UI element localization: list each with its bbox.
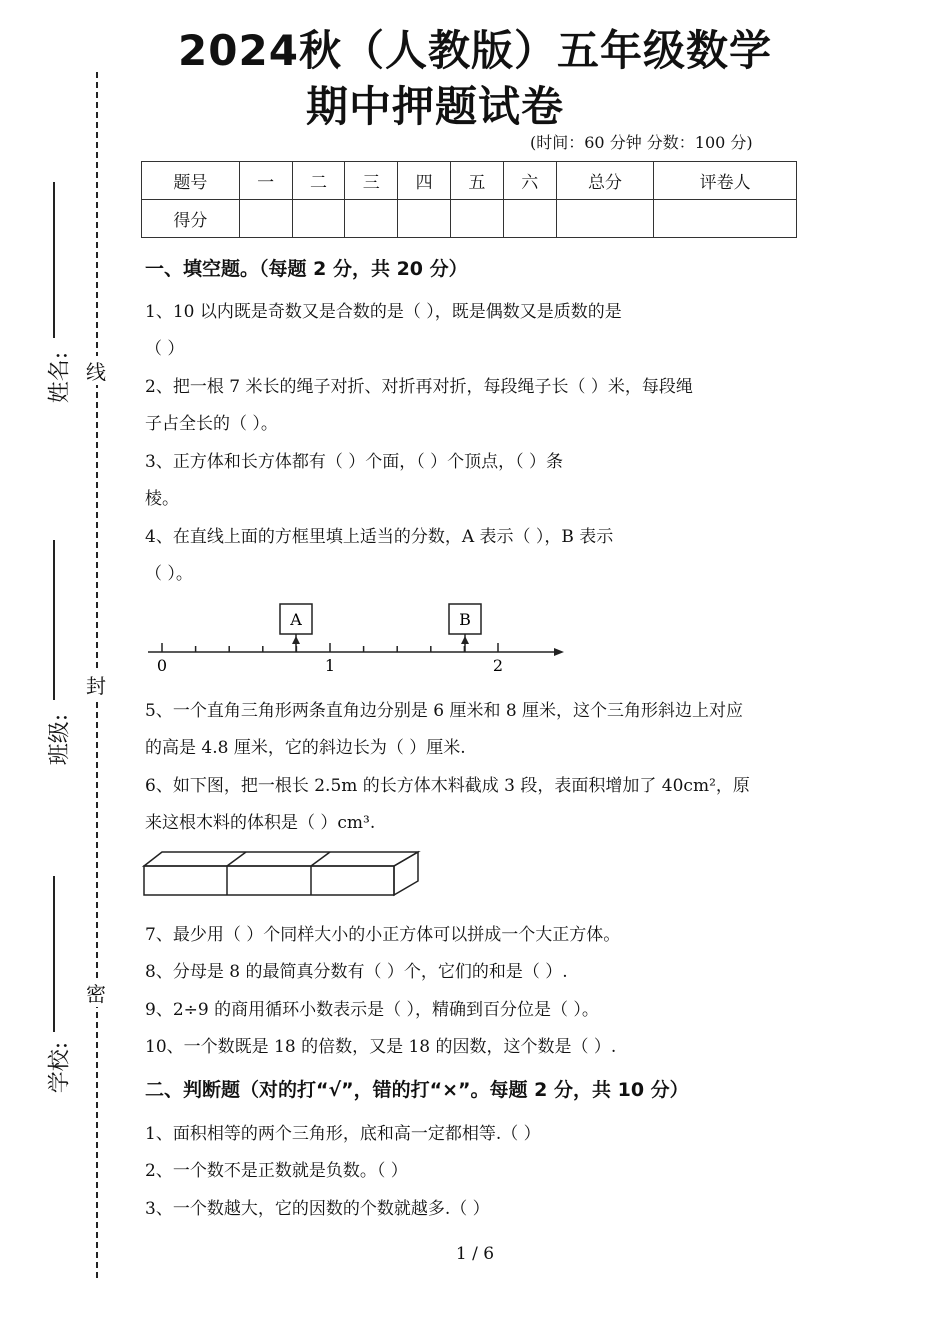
question-line: 3、正方体和长方体都有（ ）个面，（ ）个顶点，（ ）条 <box>145 452 564 472</box>
question-line: 棱。 <box>145 489 179 509</box>
score-cell[interactable] <box>398 200 451 238</box>
page-number: 1 / 6 <box>455 1244 495 1264</box>
question-line: 7、最少用（ ）个同样大小的小正方体可以拼成一个大正方体。 <box>145 925 621 945</box>
axis-arrow-icon <box>554 648 564 656</box>
table-header-cell: 一 <box>239 162 292 200</box>
score-cell[interactable] <box>239 200 292 238</box>
question-line: 4、在直线上面的方框里填上适当的分数，A 表示（ ），B 表示 <box>145 527 614 547</box>
section-2-title: 二、判断题（对的打“√”，错的打“×”。每题 2 分，共 10 分） <box>145 1079 689 1101</box>
table-header-cell: 总分 <box>556 162 654 200</box>
cut-line <box>227 852 246 866</box>
number-line-figure <box>140 598 580 678</box>
table-header-cell: 三 <box>345 162 398 200</box>
question-line: 9、2÷9 的商用循环小数表示是（ ），精确到百分位是（ ）。 <box>145 1000 599 1020</box>
score-table-score-row <box>142 200 797 238</box>
tick-label: 2 <box>492 656 504 675</box>
score-cell[interactable] <box>292 200 345 238</box>
wood-block-figure <box>140 848 430 900</box>
pointer-a-arrow-icon <box>292 636 300 644</box>
tick-label: 1 <box>324 656 336 675</box>
table-header-cell: 五 <box>450 162 503 200</box>
block-side-face <box>394 852 418 895</box>
name-field[interactable] <box>53 182 55 338</box>
table-row-label: 得分 <box>142 200 240 238</box>
box-label-a: A <box>290 610 302 629</box>
cut-line <box>311 852 330 866</box>
question-line: （ ） <box>145 339 185 359</box>
table-header-cell: 六 <box>503 162 556 200</box>
title-line-1: 2024秋（人教版）五年级数学 <box>178 26 772 75</box>
table-header-cell: 题号 <box>142 162 240 200</box>
table-header-cell: 二 <box>292 162 345 200</box>
block-front-face <box>144 866 394 895</box>
school-label: 学校: <box>47 1041 73 1094</box>
name-label: 姓名: <box>47 351 73 404</box>
tick-label: 0 <box>156 656 168 675</box>
question-line: 的高是 4.8 厘米，它的斜边长为（ ）厘米. <box>145 738 466 758</box>
section-1-title: 一、填空题。（每题 2 分，共 20 分） <box>145 258 468 280</box>
question-line: 10、一个数既是 18 的倍数，又是 18 的因数，这个数是（ ）. <box>145 1037 617 1057</box>
table-header-cell: 评卷人 <box>654 162 797 200</box>
score-cell[interactable] <box>654 200 797 238</box>
class-field[interactable] <box>53 540 55 700</box>
question-line: 子占全长的（ ）。 <box>145 414 278 434</box>
seal-word-seal: 封 <box>83 670 109 699</box>
question-line: 来这根木料的体积是（ ）cm³. <box>145 813 376 833</box>
pointer-b-arrow-icon <box>461 636 469 644</box>
seal-word-line: 线 <box>83 356 109 385</box>
question-line: 2、把一根 7 米长的绳子对折、对折再对折，每段绳子长（ ）米，每段绳 <box>145 377 693 397</box>
score-cell[interactable] <box>450 200 503 238</box>
question-line: 3、一个数越大，它的因数的个数就越多.（ ） <box>145 1199 490 1219</box>
box-label-b: B <box>459 610 471 629</box>
question-line: 6、如下图，把一根长 2.5m 的长方体木料截成 3 段，表面积增加了 40cm²，原 <box>145 776 750 796</box>
seal-word-secret: 密 <box>83 978 109 1007</box>
question-line: 8、分母是 8 的最简真分数有（ ）个，它们的和是（ ）. <box>145 962 568 982</box>
question-line: 5、一个直角三角形两条直角边分别是 6 厘米和 8 厘米，这个三角形斜边上对应 <box>145 701 744 721</box>
number-line-ticks <box>162 643 498 652</box>
table-header-cell: 四 <box>398 162 451 200</box>
score-table <box>141 161 797 238</box>
class-label: 班级: <box>47 713 73 766</box>
score-table-header-row <box>142 162 797 200</box>
question-line: （ ）。 <box>145 564 193 584</box>
school-field[interactable] <box>53 876 55 1032</box>
score-cell[interactable] <box>556 200 654 238</box>
question-line: 2、一个数不是正数就是负数。（ ） <box>145 1161 408 1181</box>
block-top-face <box>144 852 418 866</box>
score-cell[interactable] <box>345 200 398 238</box>
title-line-2: 期中押题试卷 <box>305 82 564 131</box>
question-line: 1、10 以内既是奇数又是合数的是（ ），既是偶数又是质数的是 <box>145 302 622 322</box>
question-line: 1、面积相等的两个三角形，底和高一定都相等.（ ） <box>145 1124 541 1144</box>
score-cell[interactable] <box>503 200 556 238</box>
time-info: (时间：60 分钟 分数：100 分) <box>530 133 753 152</box>
